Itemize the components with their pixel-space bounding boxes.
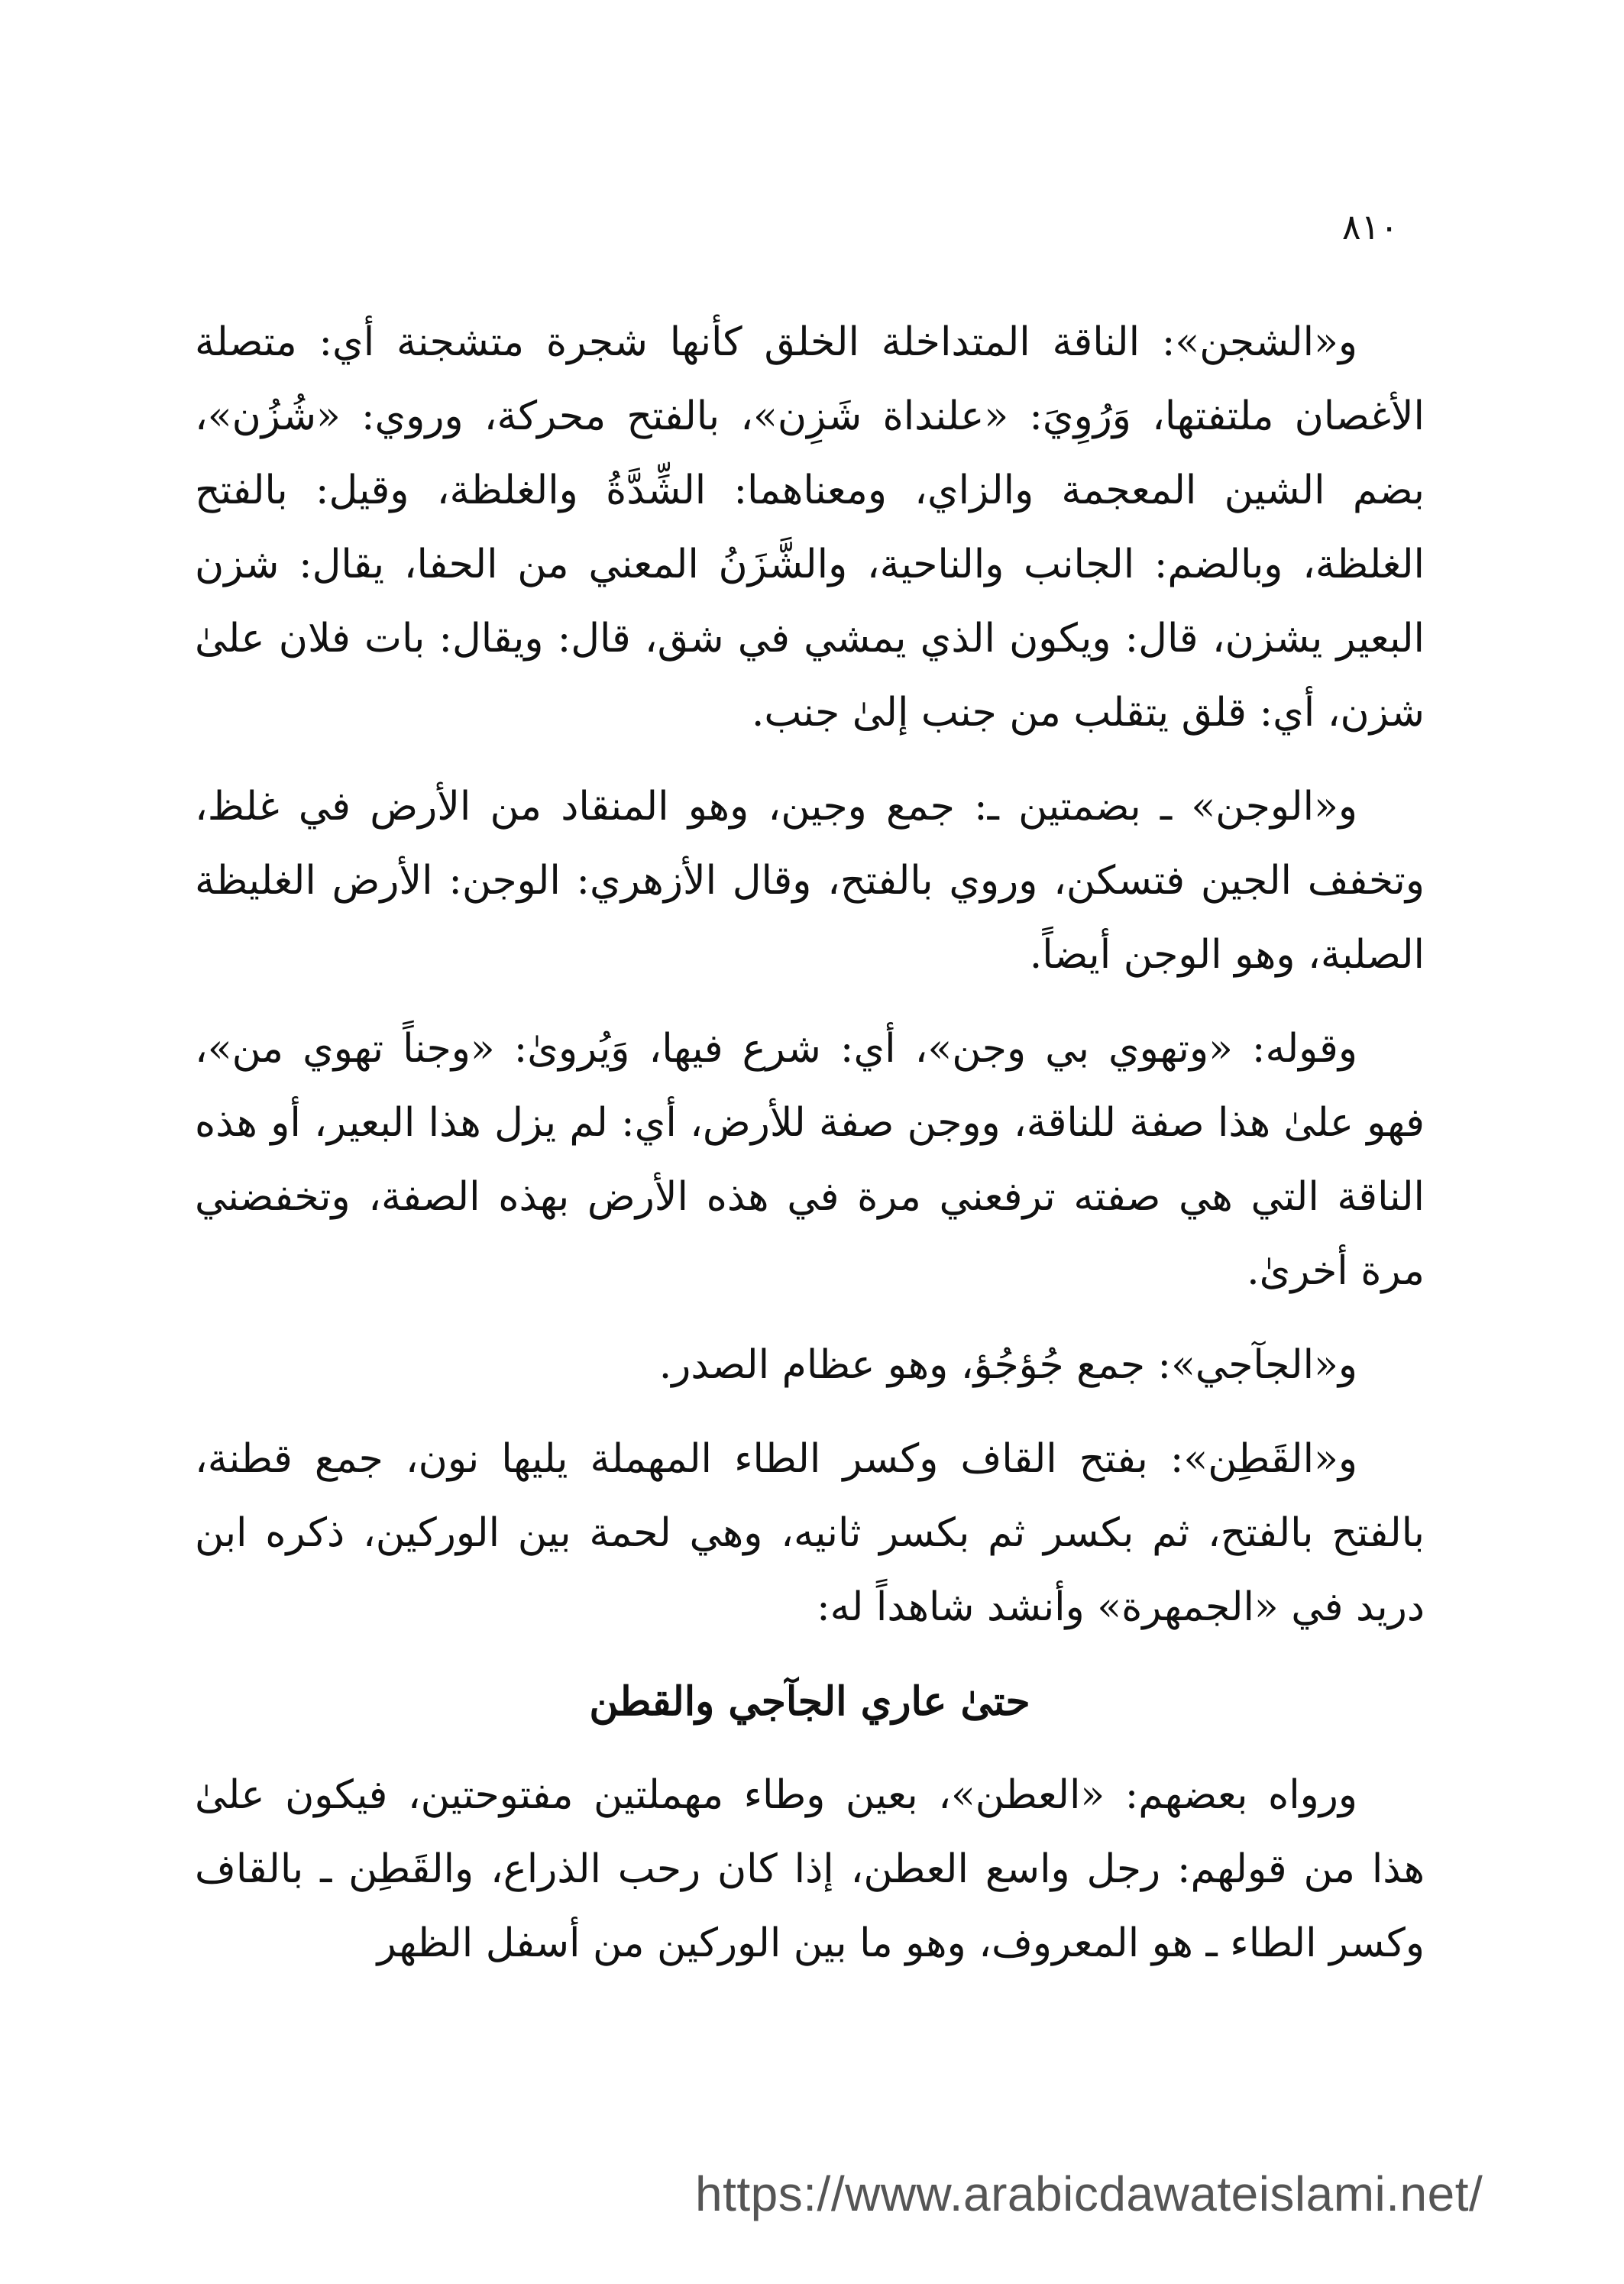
- paragraph-wajan: و«الوجن» ـ بضمتين ـ: جمع وجين، وهو المنقاد من الأرض في غلظ، وتخفف الجين فتسكن، وروي بالفتح، وقال الأزهري: الوجن: الأرض الغليظة الصلبة، وهو الوجن أيضاً.: [195, 784, 1425, 978]
- paragraph-shajan: و«الشجن»: الناقة المتداخلة الخلق كأنها شجرة متشجنة أي: متصلة الأغصان ملتفتها، وَرُوِيَ: «علنداة شَزِن»، بالفتح محركة، وروي: «شُزُن»، بضم الشين المعجمة والزاي، ومعناهما: الشِّدَّةُ والغلظة، وقيل: بالفتح الغلظة، وبالضم: الجانب والناحية، والشَّزَنُ المعني من الحفا، يقال: شزن البعير يشزن، قال: ويكون الذي يمشي في شق، قال: ويقال: بات فلان علىٰ شزن، أي: قلق يتقلب من جنب إلىٰ جنب.: [195, 319, 1425, 736]
- paragraph-atan: ورواه بعضهم: «العطن»، بعين وطاء مهملتين مفتوحتين، فيكون علىٰ هذا من قولهم: رجل واسع العطن، إذا كان رحب الذراع، والقَطِن ـ بالقاف وكسر الطاء ـ هو المعروف، وهو ما بين الوركين من أسفل الظهر: [195, 1772, 1425, 1966]
- page-body: [195, 306, 1425, 2001]
- watermark-url: https://www.arabicdawateislami.net/: [695, 2166, 1483, 2221]
- paragraph-jaaji: و«الجآجي»: جمع جُؤجُؤ، وهو عظام الصدر.: [658, 1342, 1357, 1388]
- page-number: ٨١٠: [1341, 206, 1399, 247]
- verse-line: حتىٰ عاري الجآجي والقطن: [589, 1678, 1030, 1725]
- paragraph-qatin: و«القَطِن»: بفتح القاف وكسر الطاء المهملة يليها نون، جمع قطنة، بالفتح بالفتح، ثم بكسر ثم بكسر ثانيه، وهي لحمة بين الوركين، ذكره ابن دريد في «الجمهرة» وأنشد شاهداً له:: [195, 1436, 1425, 1630]
- paragraph-tahwi: وقوله: «وتهوي بي وجن»، أي: شرع فيها، وَيُروىٰ: «وجناً تهوي من»، فهو علىٰ هذا صفة للناقة، ووجن صفة للأرض، أي: لم يزل هذا البعير، أو هذه الناقة التي هي صفته ترفعني مرة في هذه الأرض بهذه الصفة، وتخفضني مرة أخرىٰ.: [195, 1026, 1425, 1294]
